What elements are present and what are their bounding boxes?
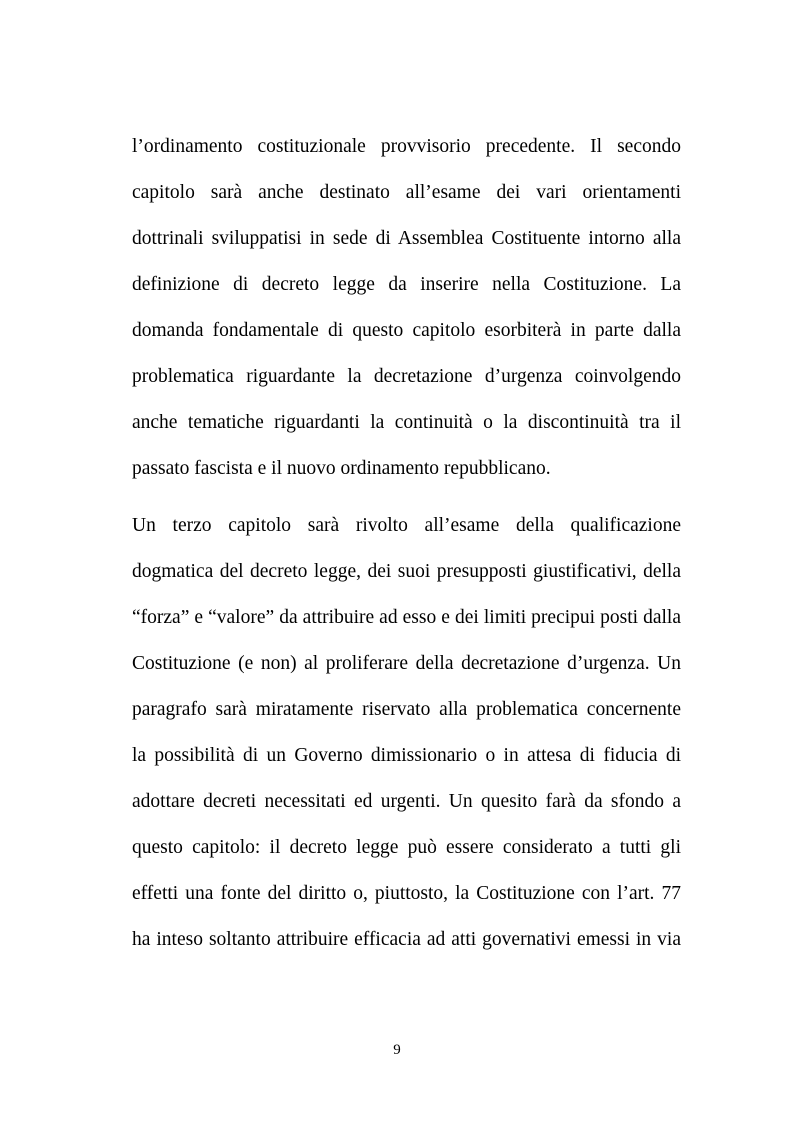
text-line: Un terzo capitolo sarà rivolto all’esame della qualificazione [132, 515, 681, 536]
text-line: passato fascista e il nuovo ordinamento repubblicano. [132, 458, 551, 479]
text-line: capitolo sarà anche destinato all’esame dei vari orientamenti [132, 182, 681, 203]
text-line: effetti una fonte del diritto o, piuttosto, la Costituzione con l’art. 77 [132, 883, 681, 904]
text-line: la possibilità di un Governo dimissionario o in attesa di fiducia di [132, 745, 681, 766]
paragraph-1 [132, 124, 681, 492]
text-line: adottare decreti necessitati ed urgenti. Un quesito farà da sfondo a [132, 791, 681, 812]
text-line: Costituzione (e non) al proliferare della decretazione d’urgenza. Un [132, 653, 681, 674]
text-line: questo capitolo: il decreto legge può essere considerato a tutti gli [132, 837, 681, 858]
text-line: l’ordinamento costituzionale provvisorio precedente. Il secondo [132, 136, 681, 157]
body-text [132, 124, 681, 963]
text-line: definizione di decreto legge da inserire nella Costituzione. La [132, 274, 681, 295]
text-line: paragrafo sarà miratamente riservato alla problematica concernente [132, 699, 681, 720]
text-line: dogmatica del decreto legge, dei suoi presupposti giustificativi, della [132, 561, 681, 582]
text-line: problematica riguardante la decretazione d’urgenza coinvolgendo [132, 366, 681, 387]
text-line: “forza” e “valore” da attribuire ad esso e dei limiti precipui posti dalla [132, 607, 681, 628]
text-line: anche tematiche riguardanti la continuità o la discontinuità tra il [132, 412, 681, 433]
text-line: dottrinali sviluppatisi in sede di Assemblea Costituente intorno alla [132, 228, 681, 249]
text-line: domanda fondamentale di questo capitolo esorbiterà in parte dalla [132, 320, 681, 341]
paragraph-2 [132, 503, 681, 963]
text-line: ha inteso soltanto attribuire efficacia ad atti governativi emessi in via [132, 929, 681, 950]
page-number: 9 [393, 1042, 401, 1058]
paragraph-spacing [132, 492, 681, 503]
